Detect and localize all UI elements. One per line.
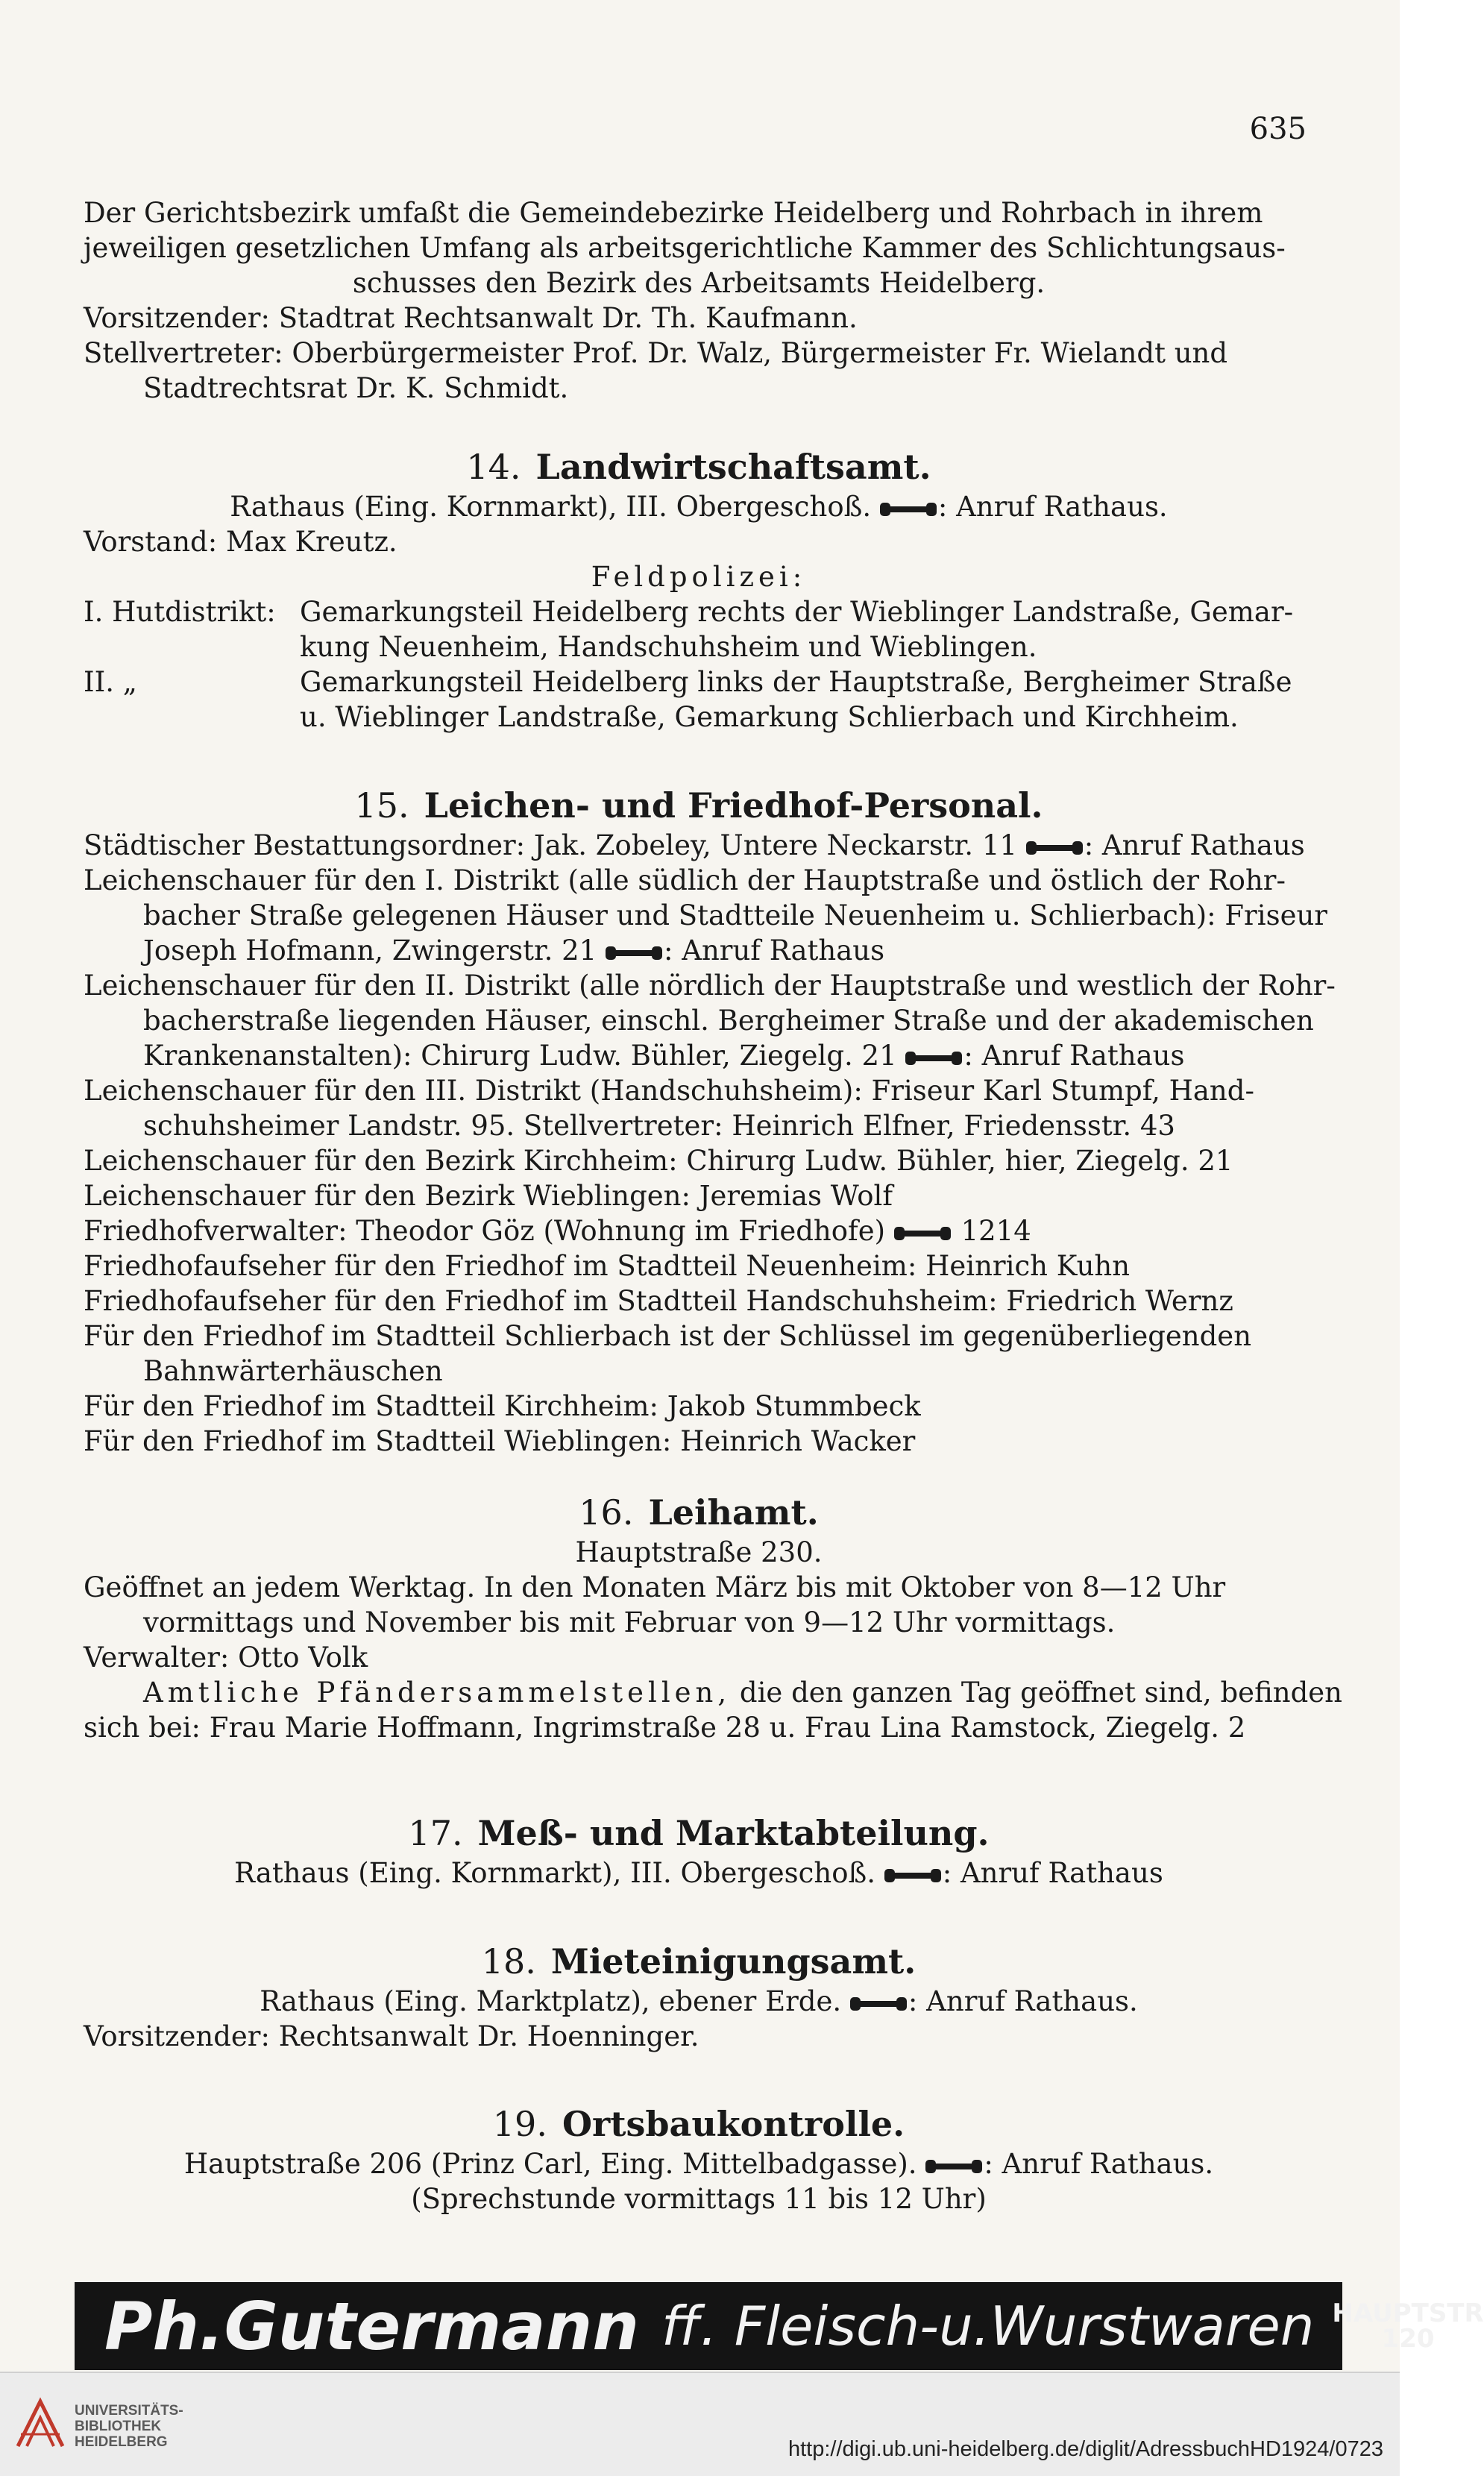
section-title: Leichen- und Friedhof-Personal. — [424, 785, 1043, 826]
entry-text: Städtischer Bestattungsordner: Jak. Zobeley, Untere Neckarstr. 11 — [84, 829, 1017, 861]
viewer-footer — [0, 2372, 1400, 2476]
telephone-receiver-icon — [884, 1867, 943, 1884]
district-text: kung Neuenheim, Handschuhsheim und Wieblingen. — [300, 631, 1037, 663]
district-label: I. Hutdistrikt: — [84, 596, 276, 628]
telephone-receiver-icon — [850, 1996, 908, 2012]
phone-text: : Anruf Rathaus — [1084, 829, 1305, 861]
section-address — [84, 489, 1314, 524]
pfand-line: sich bei: Frau Marie Hoffmann, Ingrimstraße 28 u. Frau Lina Ramstock, Ziegelg. 2 — [84, 1712, 1246, 1744]
section-address — [84, 2146, 1314, 2181]
hours-line: Geöffnet an jedem Werktag. In den Monaten März bis mit Oktober von 8—12 Uhr — [84, 1571, 1226, 1603]
ad-company-name: Ph.Gutermann — [104, 2287, 639, 2365]
phone-text: : Anruf Rathaus. — [984, 2148, 1214, 2180]
entry-line — [84, 933, 1314, 968]
library-name-line: UNIVERSITÄTS- — [75, 2403, 183, 2419]
phone-text: : Anruf Rathaus — [664, 934, 885, 967]
entry-text: Krankenanstalten): Chirurg Ludw. Bühler, Ziegelg. 21 — [143, 1040, 897, 1072]
section-title: Leihamt. — [648, 1492, 819, 1533]
entry-line: Friedhofaufseher für den Friedhof im Stadtteil Neuenheim: Heinrich Kuhn — [84, 1250, 1131, 1282]
entry-line: Leichenschauer für den II. Distrikt (alle nördlich der Hauptstraße und westlich der Rohr- — [84, 970, 1336, 1002]
intro-line: jeweiligen gesetzlichen Umfang als arbeitsgerichtliche Kammer des Schlichtungsaus- — [84, 232, 1286, 264]
district-text: Gemarkungsteil Heidelberg rechts der Wieblinger Landstraße, Gemar- — [300, 596, 1294, 628]
district-row — [84, 664, 1314, 735]
intro-line: schusses den Bezirk des Arbeitsamts Heidelberg. — [352, 267, 1046, 299]
hours-line: vormittags und November bis mit Februar von 9—12 Uhr vormittags. — [143, 1606, 1116, 1638]
phone-text: : Anruf Rathaus. — [937, 491, 1168, 523]
section-heading — [84, 1490, 1314, 1535]
district-text: Gemarkungsteil Heidelberg links der Hauptstraße, Bergheimer Straße — [300, 666, 1292, 698]
intro-deputy: Stadtrechtsrat Dr. K. Schmidt. — [143, 372, 569, 404]
section-15 — [84, 783, 1336, 1459]
section-number: 16. — [579, 1492, 634, 1533]
district-label: II. „ — [84, 666, 137, 698]
section-address — [84, 1984, 1314, 2019]
manager-line: Verwalter: Otto Volk — [84, 1641, 368, 1674]
telephone-receiver-icon — [880, 501, 938, 518]
section-16 — [84, 1490, 1342, 1745]
entry-line: bacherstraße liegenden Häuser, einschl. Bergheimer Straße und der akademischen — [143, 1005, 1314, 1037]
intro-section — [84, 195, 1314, 406]
section-heading — [84, 444, 1314, 489]
entry-line: Für den Friedhof im Stadtteil Schlierbach ist der Schlüssel im gegenüberliegenden — [84, 1320, 1252, 1352]
section-number: 17. — [408, 1813, 463, 1853]
section-heading — [84, 783, 1314, 828]
section-title: Ortsbaukontrolle. — [562, 2104, 905, 2144]
entry-text: Joseph Hofmann, Zwingerstr. 21 — [143, 934, 597, 967]
phone-text: : Anruf Rathaus — [942, 1857, 1163, 1889]
entry-line: Friedhofaufseher für den Friedhof im Stadtteil Handschuhsheim: Friedrich Wernz — [84, 1285, 1233, 1317]
ad-address-street: HAUPTSTR — [1332, 2299, 1484, 2328]
advertisement-banner — [75, 2282, 1484, 2370]
phone-number: 1214 — [960, 1215, 1031, 1247]
section-title: Meß- und Marktabteilung. — [477, 1813, 990, 1853]
section-heading — [84, 1939, 1314, 1984]
library-logo-icon — [13, 2397, 67, 2451]
section-heading — [84, 1811, 1314, 1856]
intro-deputy: Stellvertreter: Oberbürgermeister Prof. Dr. Walz, Bürgermeister Fr. Wielandt und — [84, 337, 1228, 369]
section-14 — [84, 444, 1314, 735]
page-number: 635 — [1249, 112, 1307, 146]
section-head: Vorstand: Max Kreutz. — [84, 526, 397, 558]
intro-line: Der Gerichtsbezirk umfaßt die Gemeindebezirke Heidelberg und Rohrbach in ihrem — [84, 197, 1263, 229]
intro-chair: Vorsitzender: Stadtrat Rechtsanwalt Dr. Th. Kaufmann. — [84, 302, 858, 334]
telephone-receiver-icon — [894, 1225, 952, 1242]
pfand-rest: die den ganzen Tag geöffnet sind, befinden — [731, 1677, 1342, 1709]
entry-text: Friedhofverwalter: Theodor Göz (Wohnung im Friedhofe) — [84, 1215, 886, 1247]
hours-line: (Sprechstunde vormittags 11 bis 12 Uhr) — [411, 2183, 987, 2215]
section-number: 14. — [466, 447, 521, 487]
address-text: Rathaus (Eing. Kornmarkt), III. Obergeschoß. — [230, 491, 872, 523]
pfand-spaced: Amtliche Pfändersammelstellen, — [143, 1677, 732, 1709]
library-name-line: HEIDELBERG — [75, 2434, 168, 2450]
library-name-line: BIBLIOTHEK — [75, 2419, 162, 2434]
source-url-link[interactable]: http://digi.ub.uni-heidelberg.de/diglit/AdressbuchHD1924/0723 — [787, 2437, 1383, 2461]
ad-address — [1332, 2299, 1484, 2354]
pfand-line — [84, 1675, 1342, 1710]
section-title: Landwirtschaftsamt. — [535, 447, 931, 487]
address-text: Rathaus (Eing. Marktplatz), ebener Erde. — [260, 1985, 842, 2017]
section-heading — [84, 2102, 1314, 2146]
entry-line: Für den Friedhof im Stadtteil Wieblingen: Heinrich Wacker — [84, 1425, 916, 1457]
telephone-receiver-icon — [606, 945, 664, 961]
section-address: Hauptstraße 230. — [575, 1536, 823, 1568]
address-text: Hauptstraße 206 (Prinz Carl, Eing. Mittelbadgasse). — [183, 2148, 917, 2180]
phone-text: : Anruf Rathaus. — [908, 1985, 1138, 2017]
entry-line — [84, 828, 1314, 863]
section-number: 18. — [481, 1941, 536, 1982]
library-name — [75, 2403, 183, 2450]
entry-line — [84, 1038, 1314, 1073]
entry-line: Leichenschauer für den Bezirk Wieblingen: Jeremias Wolf — [84, 1180, 893, 1212]
section-number: 19. — [492, 2104, 547, 2144]
address-text: Rathaus (Eing. Kornmarkt), III. Obergeschoß. — [234, 1857, 875, 1889]
entry-line: Für den Friedhof im Stadtteil Kirchheim: Jakob Stummbeck — [84, 1390, 921, 1422]
telephone-receiver-icon — [925, 2158, 984, 2175]
section-number: 15. — [354, 785, 409, 826]
phone-text: : Anruf Rathaus — [963, 1040, 1185, 1072]
district-row — [84, 594, 1314, 664]
entry-line: Leichenschauer für den I. Distrikt (alle südlich der Hauptstraße und östlich der Rohr- — [84, 864, 1286, 896]
district-text: u. Wieblinger Landstraße, Gemarkung Schlierbach und Kirchheim. — [300, 701, 1239, 733]
chair-line: Vorsitzender: Rechtsanwalt Dr. Hoenninger. — [84, 2020, 699, 2052]
section-19 — [84, 2102, 1314, 2216]
entry-line: Bahnwärterhäuschen — [143, 1355, 443, 1387]
entry-line: Leichenschauer für den III. Distrikt (Handschuhsheim): Friseur Karl Stumpf, Hand- — [84, 1075, 1254, 1107]
telephone-receiver-icon — [1026, 840, 1084, 856]
ad-address-number: 120 — [1381, 2324, 1435, 2354]
entry-line: schuhsheimer Landstr. 95. Stellvertreter: Heinrich Elfner, Friedensstr. 43 — [143, 1110, 1175, 1142]
entry-line: Leichenschauer für den Bezirk Kirchheim: Chirurg Ludw. Bühler, hier, Ziegelg. 21 — [84, 1145, 1233, 1177]
section-address — [84, 1856, 1314, 1891]
telephone-receiver-icon — [905, 1050, 963, 1066]
subheading-feldpolizei: Feldpolizei: — [591, 561, 807, 593]
section-18 — [84, 1939, 1314, 2054]
entry-line — [84, 1213, 1314, 1248]
ad-wares: ff. Fleisch-u.Wurstwaren — [661, 2295, 1315, 2357]
section-title: Mieteinigungsamt. — [550, 1941, 917, 1982]
entry-line: bacher Straße gelegenen Häuser und Stadtteile Neuenheim u. Schlierbach): Friseur — [143, 899, 1327, 931]
section-17 — [84, 1811, 1314, 1891]
